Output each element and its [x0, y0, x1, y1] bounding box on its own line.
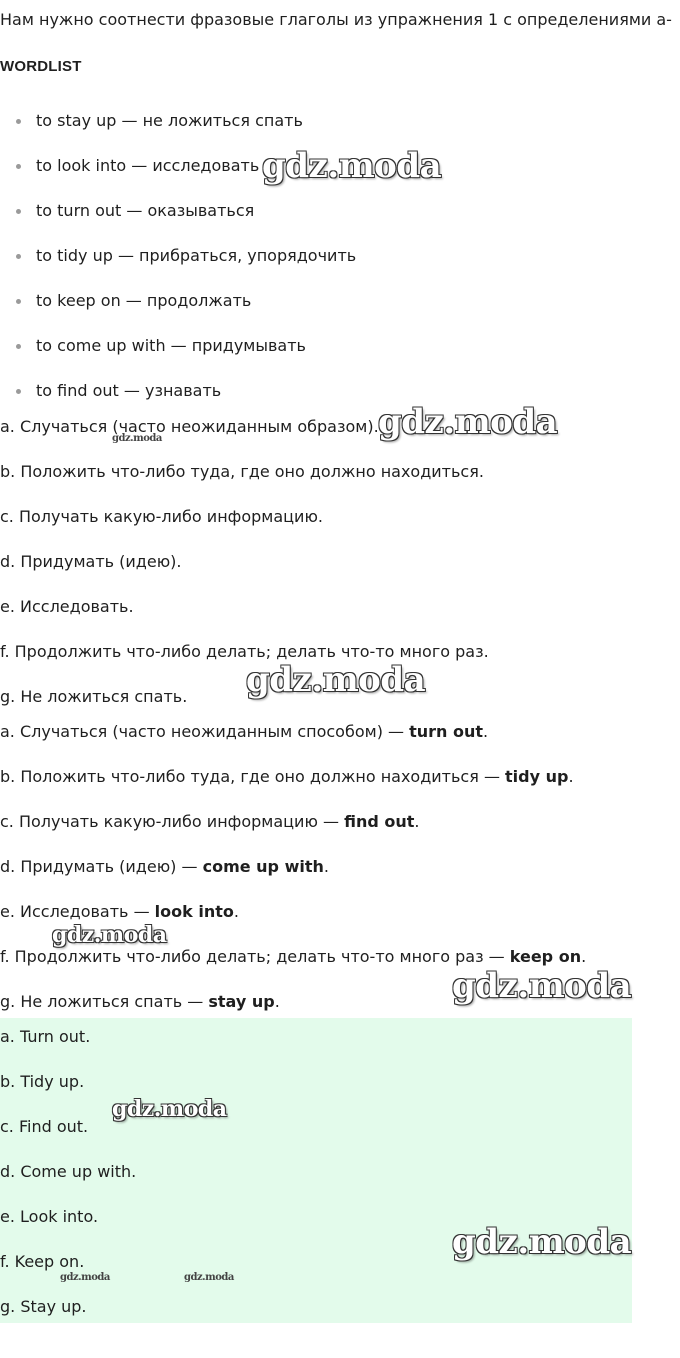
match-item [0, 811, 586, 856]
answer-item: e. Look into. [0, 1207, 99, 1226]
match-end: . [233, 902, 239, 921]
intro-text: Нам нужно соотнести фразовые глаголы из упражнения 1 с определениями a- [0, 10, 672, 29]
match-end: . [581, 947, 587, 966]
answer-item: b. Tidy up. [0, 1072, 85, 1091]
match-text: d. Придумать (идею) — [0, 857, 203, 876]
wordlist-item-text: to turn out — оказываться [36, 201, 255, 220]
match-answer: keep on [509, 947, 582, 966]
bullet-icon [16, 254, 21, 259]
match-item [0, 856, 586, 901]
match-text: b. Положить что-либо туда, где оно должно находиться — [0, 767, 506, 786]
bullet-icon [16, 119, 21, 124]
match-item [0, 766, 586, 811]
match-end: . [274, 992, 280, 1011]
watermark-logo: gdz.moda [246, 660, 426, 700]
definition-item: e. Исследовать. [0, 597, 134, 616]
definition-item: f. Продолжить что-либо делать; делать что-то много раз. [0, 642, 489, 661]
match-end: . [483, 722, 489, 741]
match-text: f. Продолжить что-либо делать; делать что-то много раз — [0, 947, 510, 966]
match-answer: stay up [208, 992, 275, 1011]
watermark-logo: gdz.moda [60, 1272, 110, 1283]
match-end: . [568, 767, 574, 786]
match-end: . [414, 812, 420, 831]
answer-item: g. Stay up. [0, 1297, 87, 1316]
wordlist-item-text: to come up with — придумывать [36, 336, 306, 355]
wordlist-item [0, 200, 356, 245]
match-end: . [323, 857, 329, 876]
match-text: e. Исследовать — [0, 902, 155, 921]
watermark-logo: gdz.moda [378, 402, 558, 442]
match-text: a. Случаться (часто неожиданным способом) — [0, 722, 410, 741]
wordlist-item [0, 290, 356, 335]
answers-list [0, 1026, 136, 1341]
wordlist-item [0, 335, 356, 380]
wordlist-item-text: to stay up — не ложиться спать [36, 111, 303, 130]
definition-item: d. Придумать (идею). [0, 552, 182, 571]
watermark-logo: gdz.moda [452, 1222, 632, 1262]
match-text: c. Получать какую-либо информацию — [0, 812, 345, 831]
definition-item: c. Получать какую-либо информацию. [0, 507, 323, 526]
match-answer: find out [344, 812, 415, 831]
watermark-logo: gdz.moda [184, 1272, 234, 1283]
bullet-icon [16, 164, 21, 169]
definition-item: a. Случаться (часто неожиданным образом). [0, 417, 379, 436]
watermark-logo: gdz.moda [112, 1096, 227, 1122]
answer-item: d. Come up with. [0, 1162, 137, 1181]
bullet-icon [16, 389, 21, 394]
watermark-logo: gdz.moda [112, 433, 162, 444]
wordlist-item-text: to keep on — продолжать [36, 291, 252, 310]
definition-item: g. Не ложиться спать. [0, 687, 188, 706]
match-answer: look into [154, 902, 234, 921]
match-answer: tidy up [505, 767, 569, 786]
watermark-logo: gdz.moda [452, 966, 632, 1006]
bullet-icon [16, 344, 21, 349]
wordlist-item-text: to look into — исследовать [36, 156, 260, 175]
answer-item: f. Keep on. [0, 1252, 85, 1271]
wordlist-item-text: to tidy up — прибраться, упорядочить [36, 246, 357, 265]
match-item [0, 721, 586, 766]
match-answer: turn out [409, 722, 484, 741]
watermark-logo: gdz.moda [52, 922, 167, 948]
watermark-logo: gdz.moda [262, 146, 442, 186]
wordlist-item-text: to find out — узнавать [36, 381, 222, 400]
wordlist-heading: WORDLIST [0, 58, 82, 75]
definition-item: b. Положить что-либо туда, где оно должно находиться. [0, 462, 484, 481]
answer-item: c. Find out. [0, 1117, 89, 1136]
bullet-icon [16, 209, 21, 214]
answer-item: a. Turn out. [0, 1027, 91, 1046]
match-text: g. Не ложиться спать — [0, 992, 209, 1011]
bullet-icon [16, 299, 21, 304]
match-answer: come up with [202, 857, 324, 876]
wordlist-item [0, 245, 356, 290]
